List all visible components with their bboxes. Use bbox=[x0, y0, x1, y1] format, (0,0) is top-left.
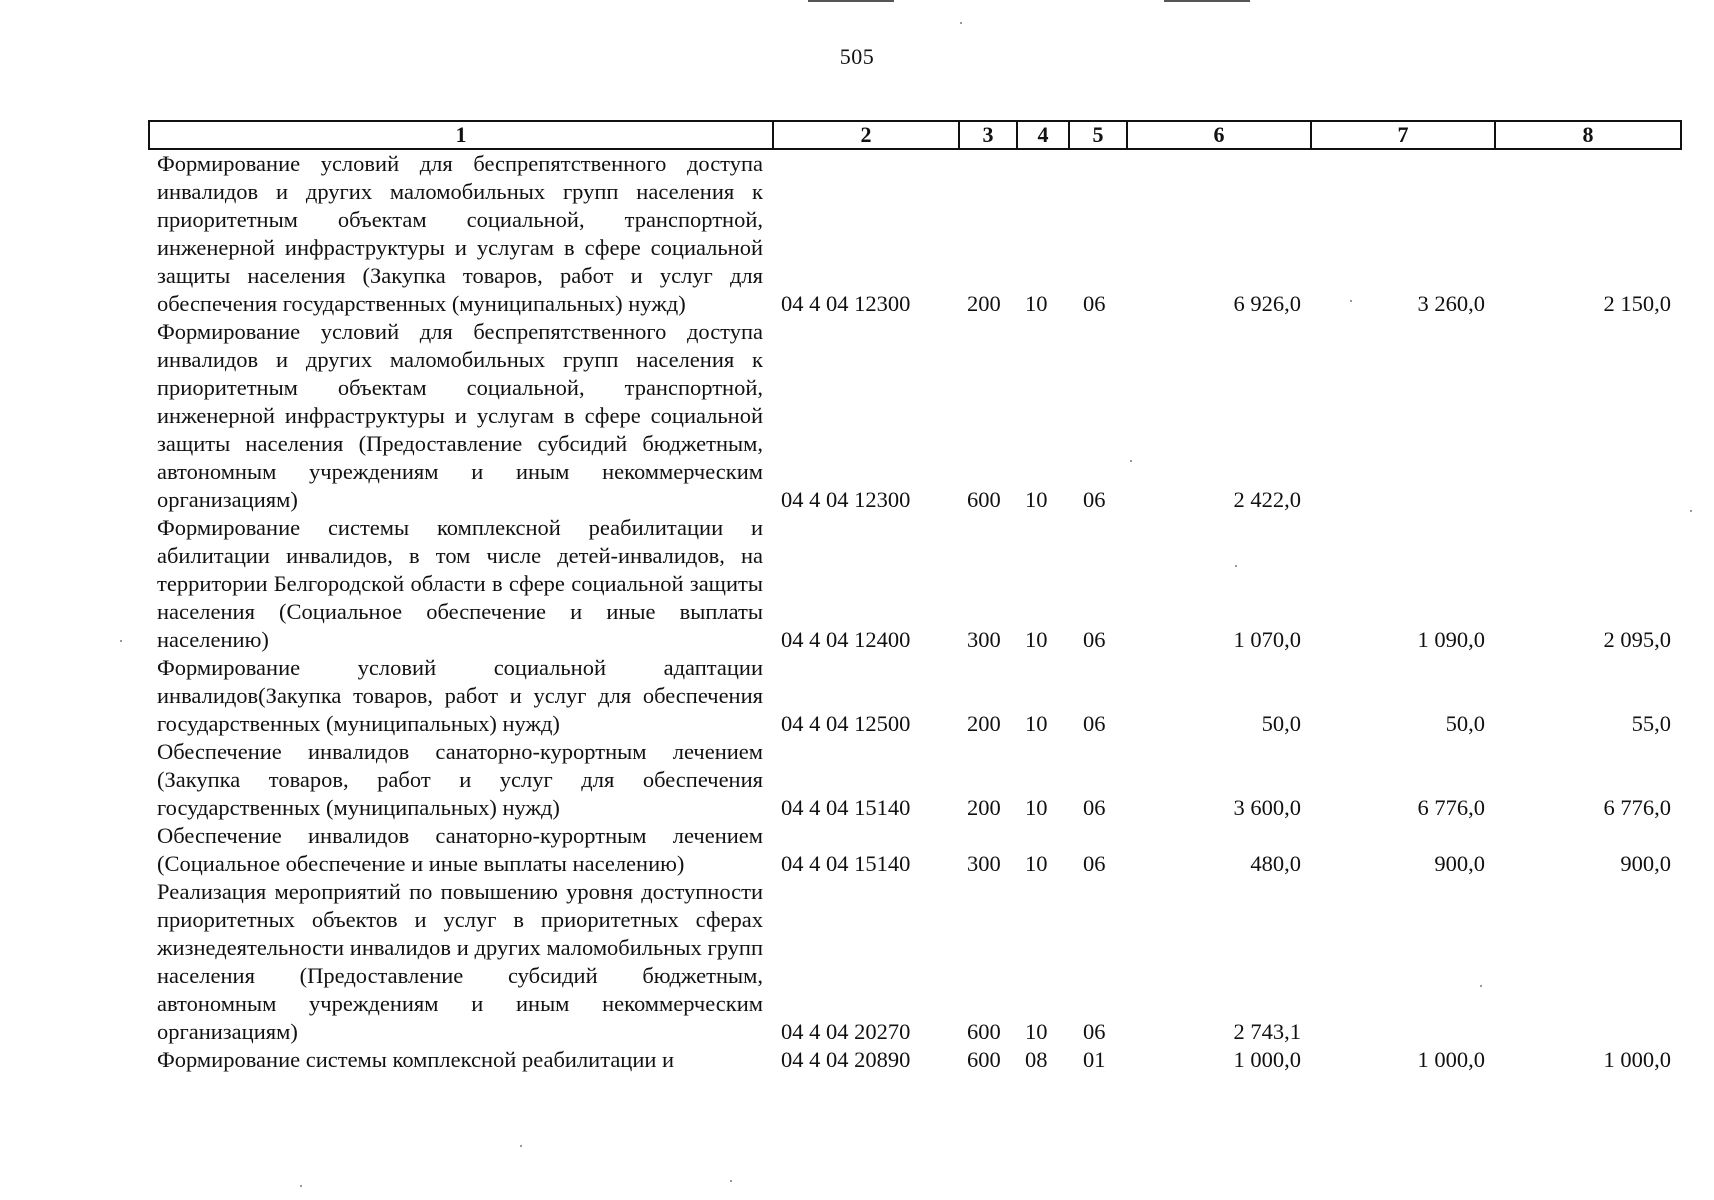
page-number: 505 bbox=[839, 44, 875, 69]
row-section: 10 bbox=[1025, 291, 1048, 316]
row-amount-col-6: 6 926,0 bbox=[1233, 291, 1301, 316]
table-row bbox=[149, 878, 1681, 1046]
row-amount-col-6: 2 743,1 bbox=[1233, 1019, 1301, 1044]
row-description: Формирование системы комплексной реабилитации и абилитации инвалидов, в том числе детей-инвалидов, на территории Белгородской области в сфере социальной защиты населения (Социальное обеспечение и иные выплаты населению) bbox=[157, 515, 763, 652]
row-subsection: 06 bbox=[1083, 1019, 1106, 1044]
row-subsection: 06 bbox=[1083, 851, 1106, 876]
row-description: Формирование условий для беспрепятственного доступа инвалидов и других маломобильных групп населения к приоритетным объектам социальной, транспортной, инженерной инфраструктуры и услугам в сфере социальной защиты населения (Закупка товаров, работ и услуг для обеспечения государственных (муниципальных) нужд) bbox=[157, 151, 763, 316]
scan-speck bbox=[1130, 460, 1132, 462]
scan-speck bbox=[520, 1145, 522, 1147]
row-expense-type: 600 bbox=[967, 1047, 1001, 1072]
row-target-code: 04 4 04 20890 bbox=[781, 1047, 911, 1072]
table-row bbox=[149, 822, 1681, 878]
row-amount-col-7: 900,0 bbox=[1434, 851, 1485, 876]
row-expense-type: 600 bbox=[967, 487, 1001, 512]
scan-speck bbox=[300, 1185, 302, 1187]
row-description: Формирование условий социальной адаптации инвалидов(Закупка товаров, работ и услуг для обеспечения государственных (муниципальных) нужд) bbox=[157, 655, 763, 736]
header-col-5: 5 bbox=[1069, 121, 1127, 149]
row-description: Обеспечение инвалидов санаторно-курортным лечением (Закупка товаров, работ и услуг для обеспечения государственных (муниципальных) нужд) bbox=[157, 739, 763, 820]
scan-mark-left bbox=[808, 0, 894, 2]
row-amount-col-8: 6 776,0 bbox=[1603, 795, 1671, 820]
row-section: 10 bbox=[1025, 711, 1048, 736]
budget-table bbox=[148, 120, 1682, 1074]
row-section: 10 bbox=[1025, 851, 1048, 876]
row-amount-col-7 bbox=[1311, 878, 1495, 1046]
scan-speck bbox=[120, 640, 122, 642]
row-section: 10 bbox=[1025, 1019, 1048, 1044]
row-description: Реализация мероприятий по повышению уровня доступности приоритетных объектов и услуг в приоритетных сферах жизнедеятельности инвалидов и других маломобильных групп населения (Предоставление субсидий бюджетным, автономным учреждениям и иным некоммерческим организациям) bbox=[157, 879, 763, 1044]
row-description: Обеспечение инвалидов санаторно-курортным лечением (Социальное обеспечение и иные выплаты населению) bbox=[157, 823, 763, 876]
table-row bbox=[149, 149, 1681, 318]
row-expense-type: 200 bbox=[967, 711, 1001, 736]
row-amount-col-7: 50,0 bbox=[1445, 711, 1485, 736]
table-header bbox=[149, 121, 1681, 149]
row-target-code: 04 4 04 12500 bbox=[781, 711, 911, 736]
table-row bbox=[149, 738, 1681, 822]
row-description: Формирование системы комплексной реабилитации и bbox=[157, 1047, 675, 1072]
row-amount-col-6: 480,0 bbox=[1250, 851, 1301, 876]
row-expense-type: 200 bbox=[967, 795, 1001, 820]
row-amount-col-8 bbox=[1495, 878, 1681, 1046]
scan-speck bbox=[1350, 300, 1352, 302]
row-amount-col-7 bbox=[1311, 318, 1495, 514]
row-target-code: 04 4 04 15140 bbox=[781, 795, 911, 820]
header-col-8: 8 bbox=[1495, 121, 1681, 149]
row-amount-col-7: 1 000,0 bbox=[1417, 1047, 1485, 1072]
row-amount-col-6: 50,0 bbox=[1261, 711, 1301, 736]
row-section: 10 bbox=[1025, 795, 1048, 820]
header-col-4: 4 bbox=[1017, 121, 1069, 149]
row-target-code: 04 4 04 20270 bbox=[781, 1019, 911, 1044]
row-amount-col-8: 900,0 bbox=[1620, 851, 1671, 876]
row-amount-col-7: 3 260,0 bbox=[1417, 291, 1485, 316]
row-amount-col-8 bbox=[1495, 318, 1681, 514]
scan-speck bbox=[960, 22, 962, 24]
row-amount-col-8: 2 150,0 bbox=[1603, 291, 1671, 316]
header-col-6: 6 bbox=[1127, 121, 1311, 149]
row-expense-type: 300 bbox=[967, 627, 1001, 652]
row-subsection: 06 bbox=[1083, 711, 1106, 736]
table-row bbox=[149, 514, 1681, 654]
row-section: 10 bbox=[1025, 487, 1048, 512]
scan-speck bbox=[1480, 985, 1482, 987]
row-amount-col-8: 55,0 bbox=[1631, 711, 1671, 736]
row-target-code: 04 4 04 12400 bbox=[781, 627, 911, 652]
scan-mark-right bbox=[1164, 0, 1250, 2]
scan-speck bbox=[1235, 565, 1237, 567]
row-description: Формирование условий для беспрепятственного доступа инвалидов и других маломобильных групп населения к приоритетным объектам социальной, транспортной, инженерной инфраструктуры и услугам в сфере социальной защиты населения (Предоставление субсидий бюджетным, автономным учреждениям и иным некоммерческим организациям) bbox=[157, 319, 763, 512]
table-row bbox=[149, 1046, 1681, 1074]
row-expense-type: 600 bbox=[967, 1019, 1001, 1044]
row-section: 10 bbox=[1025, 627, 1048, 652]
row-section: 08 bbox=[1025, 1047, 1048, 1072]
row-subsection: 01 bbox=[1083, 1047, 1106, 1072]
header-col-2: 2 bbox=[773, 121, 959, 149]
row-target-code: 04 4 04 12300 bbox=[781, 487, 911, 512]
row-amount-col-7: 6 776,0 bbox=[1417, 795, 1485, 820]
row-expense-type: 300 bbox=[967, 851, 1001, 876]
header-col-7: 7 bbox=[1311, 121, 1495, 149]
header-col-3: 3 bbox=[959, 121, 1017, 149]
header-col-1: 1 bbox=[149, 121, 773, 149]
row-amount-col-6: 2 422,0 bbox=[1233, 487, 1301, 512]
row-amount-col-7: 1 090,0 bbox=[1417, 627, 1485, 652]
row-amount-col-8: 1 000,0 bbox=[1603, 1047, 1671, 1072]
scan-speck bbox=[730, 1180, 732, 1182]
table-row bbox=[149, 318, 1681, 514]
table-row bbox=[149, 654, 1681, 738]
row-target-code: 04 4 04 12300 bbox=[781, 291, 911, 316]
row-subsection: 06 bbox=[1083, 795, 1106, 820]
row-amount-col-8: 2 095,0 bbox=[1603, 627, 1671, 652]
row-amount-col-6: 1 000,0 bbox=[1233, 1047, 1301, 1072]
row-subsection: 06 bbox=[1083, 627, 1106, 652]
table-body bbox=[149, 149, 1681, 1074]
row-amount-col-6: 3 600,0 bbox=[1233, 795, 1301, 820]
row-amount-col-6: 1 070,0 bbox=[1233, 627, 1301, 652]
row-target-code: 04 4 04 15140 bbox=[781, 851, 911, 876]
scan-speck bbox=[1690, 510, 1692, 512]
row-subsection: 06 bbox=[1083, 291, 1106, 316]
row-subsection: 06 bbox=[1083, 487, 1106, 512]
row-expense-type: 200 bbox=[967, 291, 1001, 316]
